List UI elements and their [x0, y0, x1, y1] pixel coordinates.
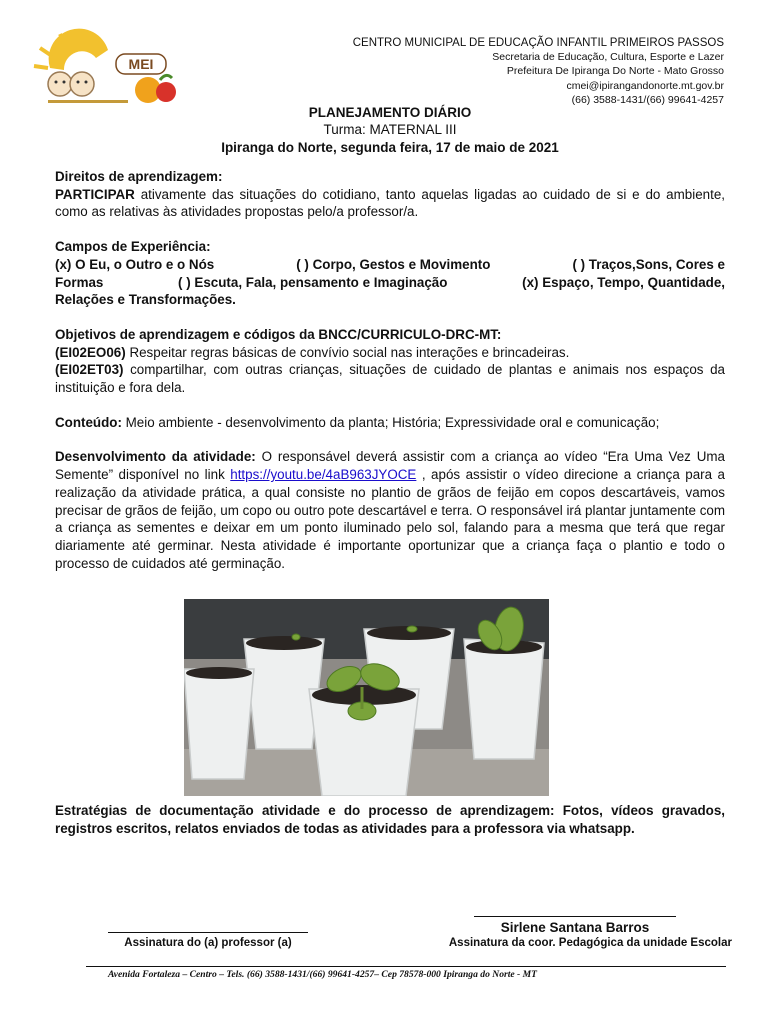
desenvolvimento-paragraph: [55, 448, 725, 572]
email-line: cmei@ipirangandonorte.mt.gov.br: [566, 79, 724, 92]
institution-name: CENTRO MUNICIPAL DE EDUCAÇÃO INFANTIL PRIMEIROS PASSOS: [352, 37, 724, 49]
conteudo-paragraph: [55, 414, 725, 432]
prefeitura-line: Prefeitura De Ipiranga Do Norte - Mato Grosso: [506, 65, 724, 78]
campos-row-1: [55, 256, 725, 274]
phone-line: (66) 3588-1431/(66) 99641-4257: [571, 93, 724, 106]
direitos-keyword: PARTICIPAR: [55, 186, 135, 202]
direitos-heading: Direitos de aprendizagem:: [55, 169, 223, 184]
date-line: Ipiranga do Norte, segunda feira, 17 de maio de 2021: [221, 140, 559, 155]
campo-corpo: ( ) Corpo, Gestos e Movimento: [296, 256, 491, 272]
campo-formas: Formas: [55, 274, 104, 290]
coordinator-signature-label: Assinatura da coor. Pedagógica da unidade Escolar: [448, 937, 732, 949]
main-content: [55, 168, 725, 572]
campos-row-3: Relações e Transformações.: [55, 292, 236, 308]
conteudo-label: Conteúdo:: [55, 414, 122, 430]
footer-address: Avenida Fortaleza – Centro – Tels. (66) 3588-1431/(66) 99641-4257– Cep 78578-000 Ipiranga do Norte - MT: [108, 969, 538, 980]
turma-line: Turma: MATERNAL III: [323, 122, 457, 137]
coordinator-name: Sirlene Santana Barros: [500, 920, 650, 935]
objetivo-1-code: (EI02EO06): [55, 344, 126, 360]
objetivo-1: [55, 344, 725, 362]
page-title: PLANEJAMENTO DIÁRIO: [308, 105, 472, 120]
objetivos-heading: Objetivos de aprendizagem e códigos da BNCC/CURRICULO-DRC-MT:: [55, 326, 502, 342]
objetivo-2-text: compartilhar, com outras crianças, situações de cuidado de plantas e animais nos espaços da instituição e fora dela.: [55, 362, 725, 396]
desenvolvimento-text-before: O responsável deverá assistir com a criança ao vídeo “Era Uma Vez Uma Semente” disponível no link: [55, 449, 725, 483]
teacher-signature-label: Assinatura do (a) professor (a): [124, 937, 292, 949]
direitos-text: ativamente das situações do cotidiano, tanto aquelas ligadas ao cuidado de si e do ambiente, como as relativas às atividades propostas pelo/a professor/a.: [55, 186, 725, 220]
direitos-paragraph: [55, 186, 725, 221]
school-logo: [30, 28, 190, 110]
campo-eu-outro: (x) O Eu, o Outro e o Nós: [55, 256, 215, 272]
campos-heading: Campos de Experiência:: [55, 239, 211, 255]
estrategias-paragraph: Estratégias de documentação atividade e do processo de aprendizagem: Fotos, vídeos gravados, registros escritos, relatos enviados de todas as atividades para a professora via whatsapp.: [55, 803, 725, 836]
campos-row-2: [55, 274, 725, 292]
coordinator-signature-line: [474, 916, 676, 917]
footer-divider: [86, 966, 726, 967]
conteudo-text: Meio ambiente - desenvolvimento da planta; História; Expressividade oral e comunicação;: [121, 414, 660, 430]
video-link[interactable]: https://youtu.be/4aB963JYOCE: [230, 467, 417, 483]
desenvolvimento-label: Desenvolvimento da atividade:: [55, 449, 256, 465]
institution-header: [353, 36, 724, 107]
children-icon: [48, 72, 94, 96]
objetivo-2: [55, 361, 725, 396]
fruit-icon: [135, 75, 176, 103]
objetivo-1-text: Respeitar regras básicas de convívio social nas interações e brincadeiras.: [125, 344, 570, 360]
bean-sprouts-photo: [184, 599, 549, 796]
logo-text: MEI: [128, 56, 154, 72]
objetivo-2-code: (EI02ET03): [55, 362, 124, 378]
sun-icon: [34, 29, 108, 70]
teacher-signature-line: [108, 932, 308, 933]
campo-escuta: ( ) Escuta, Fala, pensamento e Imaginação: [178, 274, 448, 290]
campo-tracos: ( ) Traços,Sons, Cores e: [572, 256, 725, 272]
document-titles: [55, 104, 725, 157]
campo-espaco: (x) Espaço, Tempo, Quantidade,: [522, 274, 725, 290]
desenvolvimento-text-after: , após assistir o vídeo direcione a criança para a realização da atividade prática, a qual consiste no plantio de grãos de feijão em copos descartáveis, vamos precisar de grãos de feijão, um copo ou outro pote descartável e terra. O responsável irá plantar juntamente com a criança as sementes e deixar em um ponto iluminado pelo sol, falando para a mesma que terá que regar diariamente até germinar. Nesta atividade é importante oportunizar que a criança faça o plantio e todo o processo de cuidados até germinação.: [55, 467, 725, 571]
secretaria-line: Secretaria de Educação, Cultura, Esporte e Lazer: [492, 51, 724, 64]
